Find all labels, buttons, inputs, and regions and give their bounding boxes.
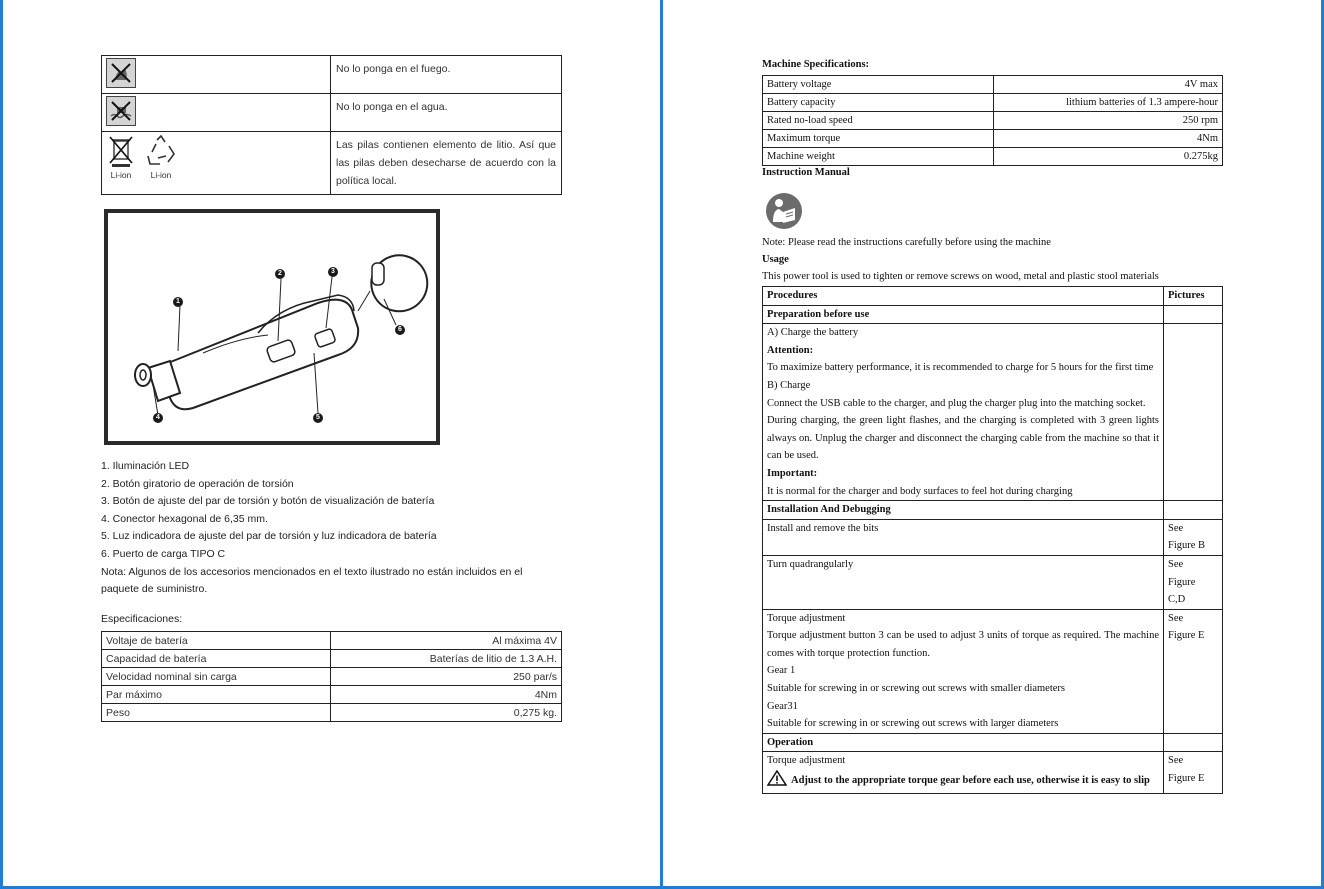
callout-5: 5 xyxy=(313,413,323,423)
list-item: 6. Puerto de carga TIPO C xyxy=(101,547,226,560)
table-row: Preparation before use xyxy=(763,305,1223,324)
callout-4: 4 xyxy=(153,413,163,423)
list-item: 1. Iluminación LED xyxy=(101,460,190,472)
callout-1: 1 xyxy=(173,297,183,307)
specs-title: Especificaciones: xyxy=(101,613,183,625)
table-row: Maximum torque 4Nm xyxy=(763,130,1223,148)
page-border-left xyxy=(0,0,3,889)
usage-text: This power tool is used to tighten or remove screws on wood, metal and plastic stool materials xyxy=(762,271,1159,282)
parts-list xyxy=(101,458,561,599)
read-manual-icon xyxy=(765,192,803,235)
table-row: Par máximo 4Nm xyxy=(102,686,562,704)
li-ion-label: Li-ion xyxy=(110,170,132,180)
list-item: 5. Luz indicadora de ajuste del par de torsión y luz indicadora de batería xyxy=(101,530,437,543)
symbol-text: Las pilas contienen elemento de litio. Así que las pilas deben desecharse de acuerdo con la política local. xyxy=(331,132,562,195)
safety-symbols-table xyxy=(101,55,562,195)
table-row: Torque adjustment Adjust to the appropriate torque gear before each use, otherwise it is easy to slip See Figure E xyxy=(763,752,1223,793)
crossed-bin-icon xyxy=(106,134,136,170)
screwdriver-drawing xyxy=(108,213,436,441)
table-row: Battery voltage 4V max xyxy=(763,76,1223,94)
table-row: Installation And Debugging xyxy=(763,501,1223,520)
symbol-text: No lo ponga en el agua. xyxy=(331,94,562,132)
table-row: Turn quadrangularly See Figure C,D xyxy=(763,555,1223,609)
table-row: Operation xyxy=(763,733,1223,752)
table-row: A) Charge the battery Attention: To maximize battery performance, it is recommended to charge for 5 hours for the first time B) Charge Connect the USB cable to the charger, and plug the charger plug into the matching socket. During charging, the green light flashes, and the charging is completed with 3 green lights always on. Unplug the charger and disconnect the charging cable from the machine so that it can be used. Important: It is normal for the charger and body surfaces to feel hot during charging xyxy=(763,324,1223,501)
list-item: 3. Botón de ajuste del par de torsión y botón de visualización de batería xyxy=(101,495,435,508)
table-row xyxy=(102,56,562,94)
machine-specs-table xyxy=(762,75,1223,166)
no-fire-icon xyxy=(106,79,136,91)
table-row: Capacidad de batería Baterías de litio de 1.3 A.H. xyxy=(102,650,562,668)
callout-6: 6 xyxy=(395,325,405,335)
table-row: Rated no-load speed 250 rpm xyxy=(763,112,1223,130)
table-row: Install and remove the bits See Figure B xyxy=(763,519,1223,555)
callout-3: 3 xyxy=(328,267,338,277)
table-row: Battery capacity lithium batteries of 1.3 ampere-hour xyxy=(763,94,1223,112)
list-item: 2. Botón giratorio de operación de torsión xyxy=(101,477,294,490)
col-procedures: Procedures xyxy=(763,287,1164,306)
table-header-row xyxy=(763,287,1223,306)
usage-title: Usage xyxy=(762,254,789,265)
screwdriver-illustration xyxy=(104,209,440,445)
list-item: 4. Conector hexagonal de 6,35 mm. xyxy=(101,512,268,525)
table-row: Machine weight 0.275kg xyxy=(763,148,1223,166)
instruction-manual-title: Instruction Manual xyxy=(762,167,850,178)
recycle-icon xyxy=(144,134,178,170)
machine-specs-title: Machine Specifications: xyxy=(762,59,870,70)
no-water-icon xyxy=(106,117,136,129)
li-ion-label: Li-ion xyxy=(150,170,172,180)
warning-text: Adjust to the appropriate torque gear before each use, otherwise it is easy to slip xyxy=(791,775,1150,787)
table-row xyxy=(102,132,562,195)
table-row: Voltaje de batería Al máxima 4V xyxy=(102,632,562,650)
table-row: Torque adjustment Torque adjustment button 3 can be used to adjust 3 units of torque as required. The machine comes with torque protection function. Gear 1 Suitable for screwing in or screwing out screws with smaller diameters Gear31 Suitable for screwing in or screwing out screws with larger diameters See Figure E xyxy=(763,609,1223,733)
warning-icon xyxy=(767,770,787,793)
table-row: Velocidad nominal sin carga 250 par/s xyxy=(102,668,562,686)
table-row xyxy=(102,94,562,132)
col-pictures: Pictures xyxy=(1164,287,1223,306)
note-text: Note: Please read the instructions carefully before using the machine xyxy=(762,237,1051,248)
table-row: Peso 0,275 kg. xyxy=(102,704,562,722)
procedures-table xyxy=(762,286,1223,794)
page-divider xyxy=(660,0,663,889)
specs-table-es xyxy=(101,631,562,722)
list-note: Nota: Algunos de los accesorios mencionados en el texto ilustrado no están incluidos en el paquete de suministro. xyxy=(101,565,523,596)
symbol-text: No lo ponga en el fuego. xyxy=(331,56,562,94)
callout-2: 2 xyxy=(275,269,285,279)
